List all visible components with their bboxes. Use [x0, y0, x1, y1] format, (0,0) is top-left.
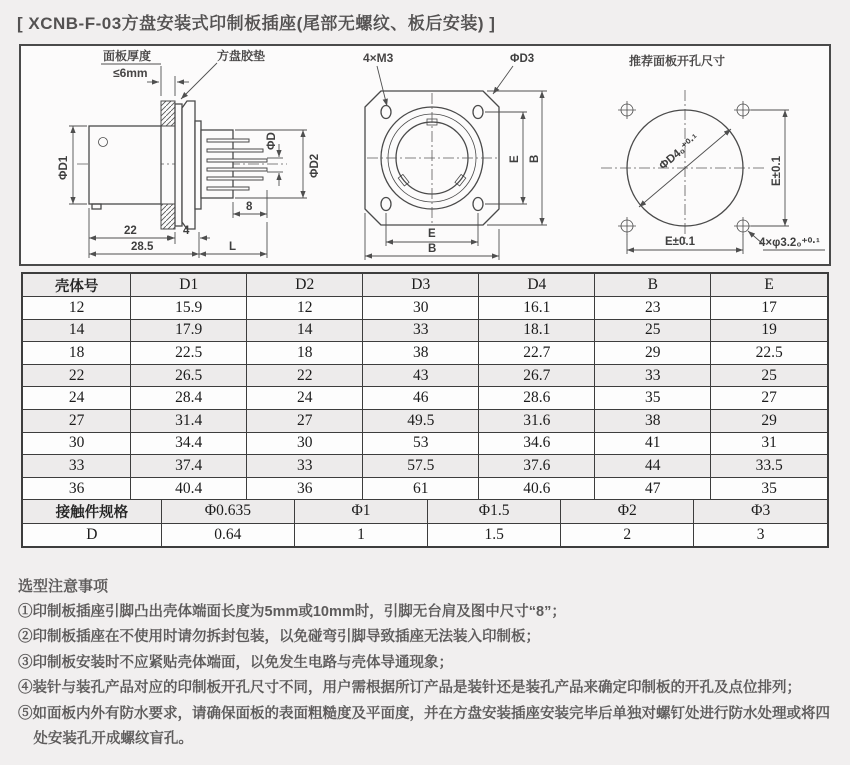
dim-d1-label: ΦD1 [58, 155, 70, 180]
table-cell: 25 [711, 364, 827, 387]
table-cell: 43 [363, 364, 479, 387]
table-cell: 17 [711, 297, 827, 320]
col-header-d3: D3 [363, 274, 479, 297]
notes-section [18, 574, 834, 753]
note-item-1: ①印制板插座引脚凸出壳体端面长度为5mm或10mm时，引脚无台肩及图中尺寸“8”； [18, 603, 566, 620]
table-row [23, 342, 827, 365]
table-row [23, 477, 827, 500]
dim-e-right-label: E±0.1 [771, 156, 783, 186]
table-cell: 36 [247, 477, 363, 500]
flange-outline [182, 101, 195, 229]
table-cell: 37.4 [131, 455, 247, 478]
note-item-2: ②印制板插座在不使用时请勿拆封包装，以免碰弯引脚导致插座无法装入印制板； [18, 629, 540, 645]
table-cell: 28.4 [131, 387, 247, 410]
corner-hole-spec-label: 4×φ3.2₀⁺⁰·¹ [759, 237, 820, 249]
contact-d-cell: 3 [694, 523, 827, 546]
table-cell: 33.5 [711, 455, 827, 478]
table-cell: 61 [363, 477, 479, 500]
contact-d-row [23, 523, 827, 546]
table-row [23, 410, 827, 433]
table-cell: 33 [595, 364, 711, 387]
table-cell: 44 [595, 455, 711, 478]
table-cell: 37.6 [479, 455, 595, 478]
table-cell: 38 [363, 342, 479, 365]
contact-spec-row [23, 500, 827, 523]
dim-4-label: 4 [183, 225, 190, 237]
table-cell: 31.6 [479, 410, 595, 433]
table-cell: 12 [23, 297, 131, 320]
table-cell: 30 [363, 297, 479, 320]
panel-cutout-drawing [567, 46, 829, 264]
screw-spec-label: 4×M3 [363, 51, 394, 65]
contact-spec-table [23, 500, 827, 545]
note-item-4: ④装针与装孔产品对应的印制板开孔尺寸不同，用户需根据所订产品是装针还是装孔产品来确定印制板的开孔及点位排列； [18, 680, 801, 696]
contact-d-cell: 0.64 [161, 523, 294, 546]
table-cell: 27 [711, 387, 827, 410]
contact-spec-cell: Φ3 [694, 500, 827, 523]
table-row [23, 364, 827, 387]
table-cell: 18 [23, 342, 131, 365]
table-cell: 30 [23, 432, 131, 455]
table-cell: 40.4 [131, 477, 247, 500]
table-cell: 41 [595, 432, 711, 455]
table-cell: 33 [23, 455, 131, 478]
gasket-label: 方盘胶垫 [217, 49, 266, 63]
table-cell: 14 [247, 319, 363, 342]
panel-thickness-value: ≤6mm [113, 66, 148, 80]
dim-e-bottom-label: E±0.1 [665, 236, 695, 248]
note-item-3: ③印制板安装时不应紧贴壳体端面，以免发生电路与壳体导通现象； [18, 654, 453, 671]
table-cell: 22 [23, 364, 131, 387]
table-cell: 26.7 [479, 364, 595, 387]
table-row [23, 319, 827, 342]
table-cell: 23 [595, 297, 711, 320]
table-cell: 38 [595, 410, 711, 433]
connector-body-outline [89, 126, 161, 204]
table-cell: 34.6 [479, 432, 595, 455]
table-row [23, 387, 827, 410]
dim-22-label: 22 [124, 225, 137, 237]
contact-spec-label: 接触件规格 [23, 500, 161, 523]
table-cell: 35 [595, 387, 711, 410]
table-cell: 30 [247, 432, 363, 455]
contact-d-label: D [23, 523, 161, 546]
contact-spec-cell: Φ1.5 [428, 500, 561, 523]
table-cell: 12 [247, 297, 363, 320]
table-cell: 26.5 [131, 364, 247, 387]
contact-spec-cell: Φ2 [561, 500, 694, 523]
col-header-e: E [711, 274, 827, 297]
dim-8-label: 8 [246, 201, 253, 213]
table-cell: 33 [247, 455, 363, 478]
table-row [23, 297, 827, 320]
note-item-5: ⑤如面板内外有防水要求，请确保面板的表面粗糙度及平面度，并在方盘安装插座安装完毕后单独对螺钉处进行防水处理或将四处安装孔开成螺纹盲孔。 [18, 705, 830, 747]
table-cell: 29 [595, 342, 711, 365]
contact-d-cell: 1 [294, 523, 427, 546]
table-cell: 31.4 [131, 410, 247, 433]
table-cell: 22.5 [711, 342, 827, 365]
table-cell: 46 [363, 387, 479, 410]
table-cell: 25 [595, 319, 711, 342]
table-cell: 22.7 [479, 342, 595, 365]
table-cell: 17.9 [131, 319, 247, 342]
contact-spec-cell: Φ0.635 [161, 500, 294, 523]
dim-d3-label: ΦD3 [510, 53, 535, 65]
table-cell: 27 [23, 410, 131, 433]
notes-title: 选型注意事项 [18, 578, 109, 595]
contact-d-cell: 2 [561, 523, 694, 546]
table-cell: 19 [711, 319, 827, 342]
table-cell: 24 [247, 387, 363, 410]
panel-hatch-top [161, 101, 175, 126]
table-cell: 15.9 [131, 297, 247, 320]
table-cell: 27 [247, 410, 363, 433]
col-header-d2: D2 [247, 274, 363, 297]
table-cell: 34.4 [131, 432, 247, 455]
col-header-d1: D1 [131, 274, 247, 297]
dim-28_5-label: 28.5 [131, 241, 154, 253]
table-header-row [23, 274, 827, 297]
table-cell: 36 [23, 477, 131, 500]
dim-e-right-label: E [509, 155, 521, 163]
shell-dimension-table [23, 274, 827, 500]
table-cell: 33 [363, 319, 479, 342]
dim-b-right-label: B [529, 154, 541, 163]
contact-d-cell: 1.5 [428, 523, 561, 546]
table-cell: 49.5 [363, 410, 479, 433]
table-cell: 28.6 [479, 387, 595, 410]
table-cell: 29 [711, 410, 827, 433]
dim-d4-label: ΦD4₀⁺⁰·¹ [657, 132, 702, 173]
page-title: [ XCNB-F-03方盘安装式印制板插座(尾部无螺纹、板后安装) ] [17, 14, 496, 33]
table-cell: 47 [595, 477, 711, 500]
front-view-drawing [327, 46, 565, 264]
col-header-shell: 壳体号 [23, 274, 131, 297]
table-cell: 24 [23, 387, 131, 410]
table-cell: 22.5 [131, 342, 247, 365]
dim-l-label: L [229, 241, 237, 253]
dim-e-bottom-label: E [428, 228, 436, 240]
table-cell: 18 [247, 342, 363, 365]
side-view-drawing [21, 46, 325, 264]
table-cell: 53 [363, 432, 479, 455]
table-row [23, 455, 827, 478]
dimension-table-wrap [21, 272, 829, 548]
table-cell: 22 [247, 364, 363, 387]
cutout-title: 推荐面板开孔尺寸 [629, 54, 726, 68]
table-cell: 16.1 [479, 297, 595, 320]
panel-hatch-bottom [161, 204, 175, 229]
technical-drawings-panel [19, 44, 831, 266]
dim-b-bottom-label: B [428, 243, 437, 255]
gasket-outline [175, 104, 182, 226]
table-row [23, 432, 827, 455]
table-cell: 14 [23, 319, 131, 342]
col-header-d4: D4 [479, 274, 595, 297]
table-cell: 35 [711, 477, 827, 500]
panel-thickness-label: 面板厚度 [103, 49, 152, 63]
table-cell: 57.5 [363, 455, 479, 478]
contact-spec-cell: Φ1 [294, 500, 427, 523]
dim-d-label: ΦD [266, 132, 278, 150]
dim-d2-label: ΦD2 [309, 153, 321, 178]
table-cell: 18.1 [479, 319, 595, 342]
table-cell: 40.6 [479, 477, 595, 500]
col-header-b: B [595, 274, 711, 297]
table-cell: 31 [711, 432, 827, 455]
